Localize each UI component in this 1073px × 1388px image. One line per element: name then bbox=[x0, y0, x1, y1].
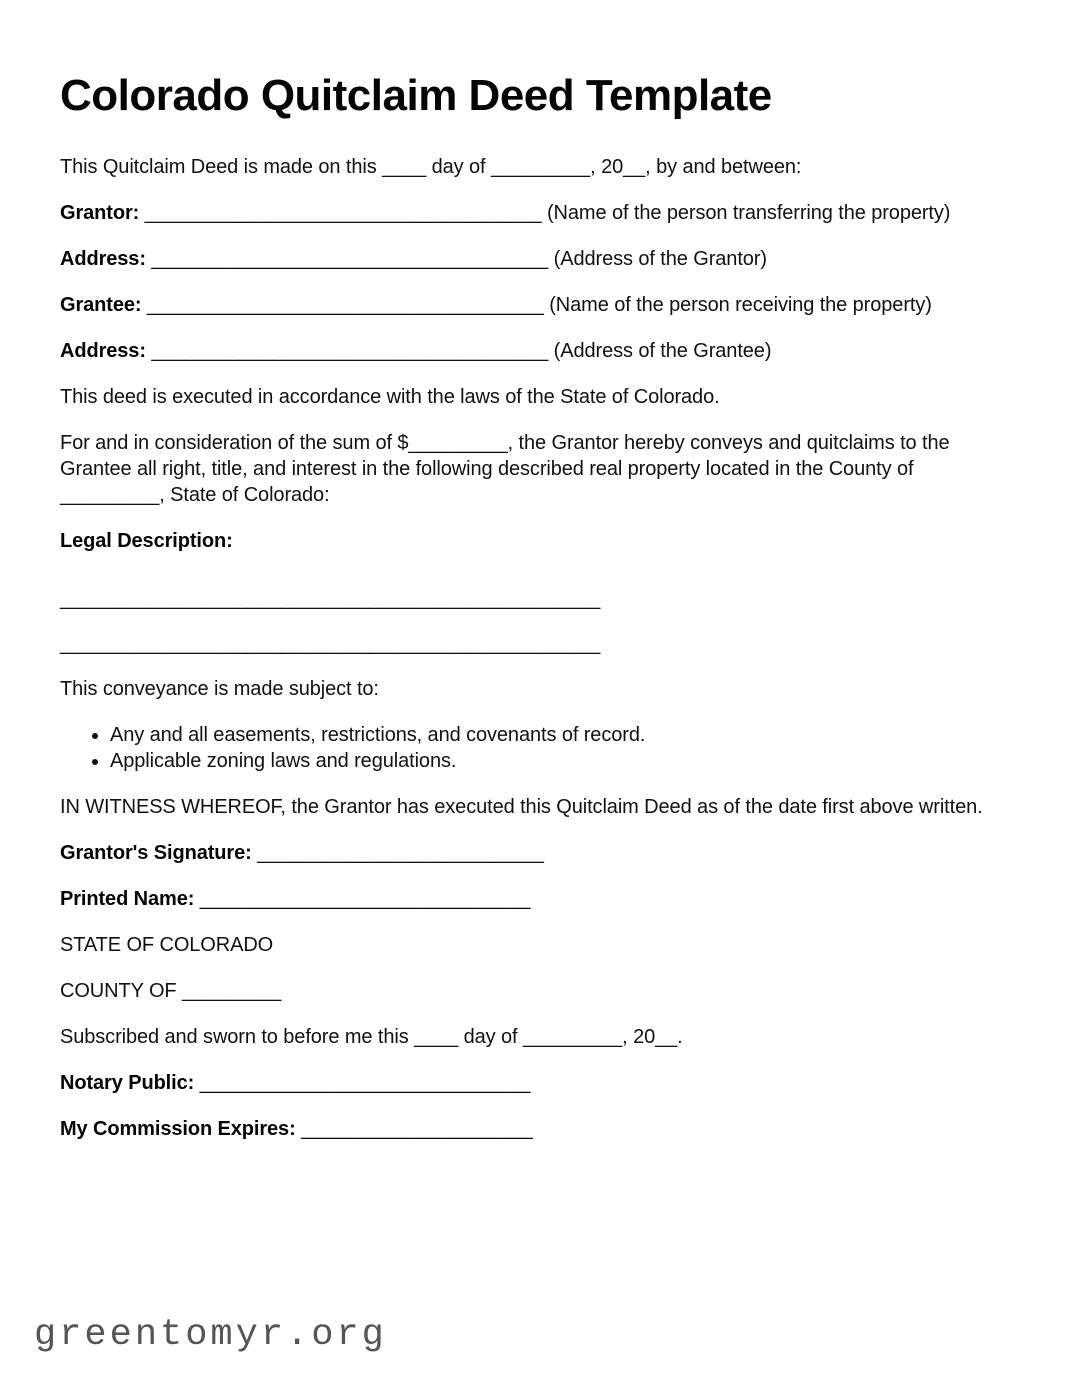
execution-paragraph: This deed is executed in accordance with the laws of the State of Colorado. bbox=[60, 386, 720, 409]
notary-line bbox=[60, 1070, 1012, 1096]
grantor-signature-line bbox=[60, 840, 1012, 866]
conveyance-intro: This conveyance is made subject to: bbox=[60, 678, 379, 701]
grantee-address-line bbox=[60, 338, 1012, 364]
sworn-paragraph: Subscribed and sworn to before me this ____ day of _________, 20__. bbox=[60, 1026, 683, 1049]
grantor-address-desc: (Address of the Grantor) bbox=[553, 248, 767, 271]
grantor-desc: (Name of the person transferring the property) bbox=[546, 202, 951, 225]
legal-description-label bbox=[60, 528, 1012, 554]
legal-description-label-text: Legal Description: bbox=[60, 530, 233, 553]
grantor-address-label: Address: bbox=[60, 248, 146, 271]
grantor-line bbox=[60, 200, 1012, 226]
printed-name-line bbox=[60, 886, 1012, 912]
grantor-signature-label: Grantor's Signature: bbox=[60, 842, 252, 865]
county-line: COUNTY OF _________ bbox=[60, 980, 282, 1003]
grantee-address-desc: (Address of the Grantee) bbox=[553, 340, 772, 363]
commission-blank: _____________________ bbox=[301, 1118, 533, 1141]
state-line: STATE OF COLORADO bbox=[60, 934, 274, 957]
notary-blank: ______________________________ bbox=[199, 1072, 531, 1095]
site-watermark: greentomyr.org bbox=[34, 1314, 387, 1356]
document-content bbox=[60, 72, 1012, 1142]
commission-label: My Commission Expires: bbox=[60, 1118, 296, 1141]
grantee-line bbox=[60, 292, 1012, 318]
grantee-desc: (Name of the person receiving the property) bbox=[549, 294, 932, 317]
grantor-address-line bbox=[60, 246, 1012, 272]
legal-description-blank-1: _________________________________________________ bbox=[60, 588, 601, 611]
consideration-paragraph: For and in consideration of the sum of $_________, the Grantor hereby conveys and quitclaims to the Grantee all right, title, and interest in the following described real property located in the County of _________, State of Colorado: bbox=[60, 432, 950, 507]
intro-paragraph: This Quitclaim Deed is made on this ____ day of _________, 20__, by and between: bbox=[60, 156, 802, 179]
grantee-label: Grantee: bbox=[60, 294, 142, 317]
commission-line bbox=[60, 1116, 1012, 1142]
grantor-label: Grantor: bbox=[60, 202, 140, 225]
conveyance-conditions-list bbox=[60, 722, 1012, 774]
page-title: Colorado Quitclaim Deed Template bbox=[60, 71, 772, 120]
grantee-blank: ____________________________________ bbox=[146, 294, 544, 317]
grantee-address-blank: ____________________________________ bbox=[151, 340, 549, 363]
witness-paragraph: IN WITNESS WHEREOF, the Grantor has executed this Quitclaim Deed as of the date first above written. bbox=[60, 796, 983, 819]
list-item: • Any and all easements, restrictions, and covenants of record. bbox=[110, 722, 1012, 748]
list-item: • Applicable zoning laws and regulations. bbox=[110, 748, 1012, 774]
grantor-signature-blank: __________________________ bbox=[257, 842, 544, 865]
printed-name-blank: ______________________________ bbox=[199, 888, 531, 911]
grantor-address-blank: ____________________________________ bbox=[151, 248, 549, 271]
printed-name-label: Printed Name: bbox=[60, 888, 195, 911]
legal-description-blank-2: _________________________________________________ bbox=[60, 633, 601, 656]
notary-label: Notary Public: bbox=[60, 1072, 195, 1095]
grantor-blank: ____________________________________ bbox=[144, 202, 542, 225]
grantee-address-label: Address: bbox=[60, 340, 146, 363]
